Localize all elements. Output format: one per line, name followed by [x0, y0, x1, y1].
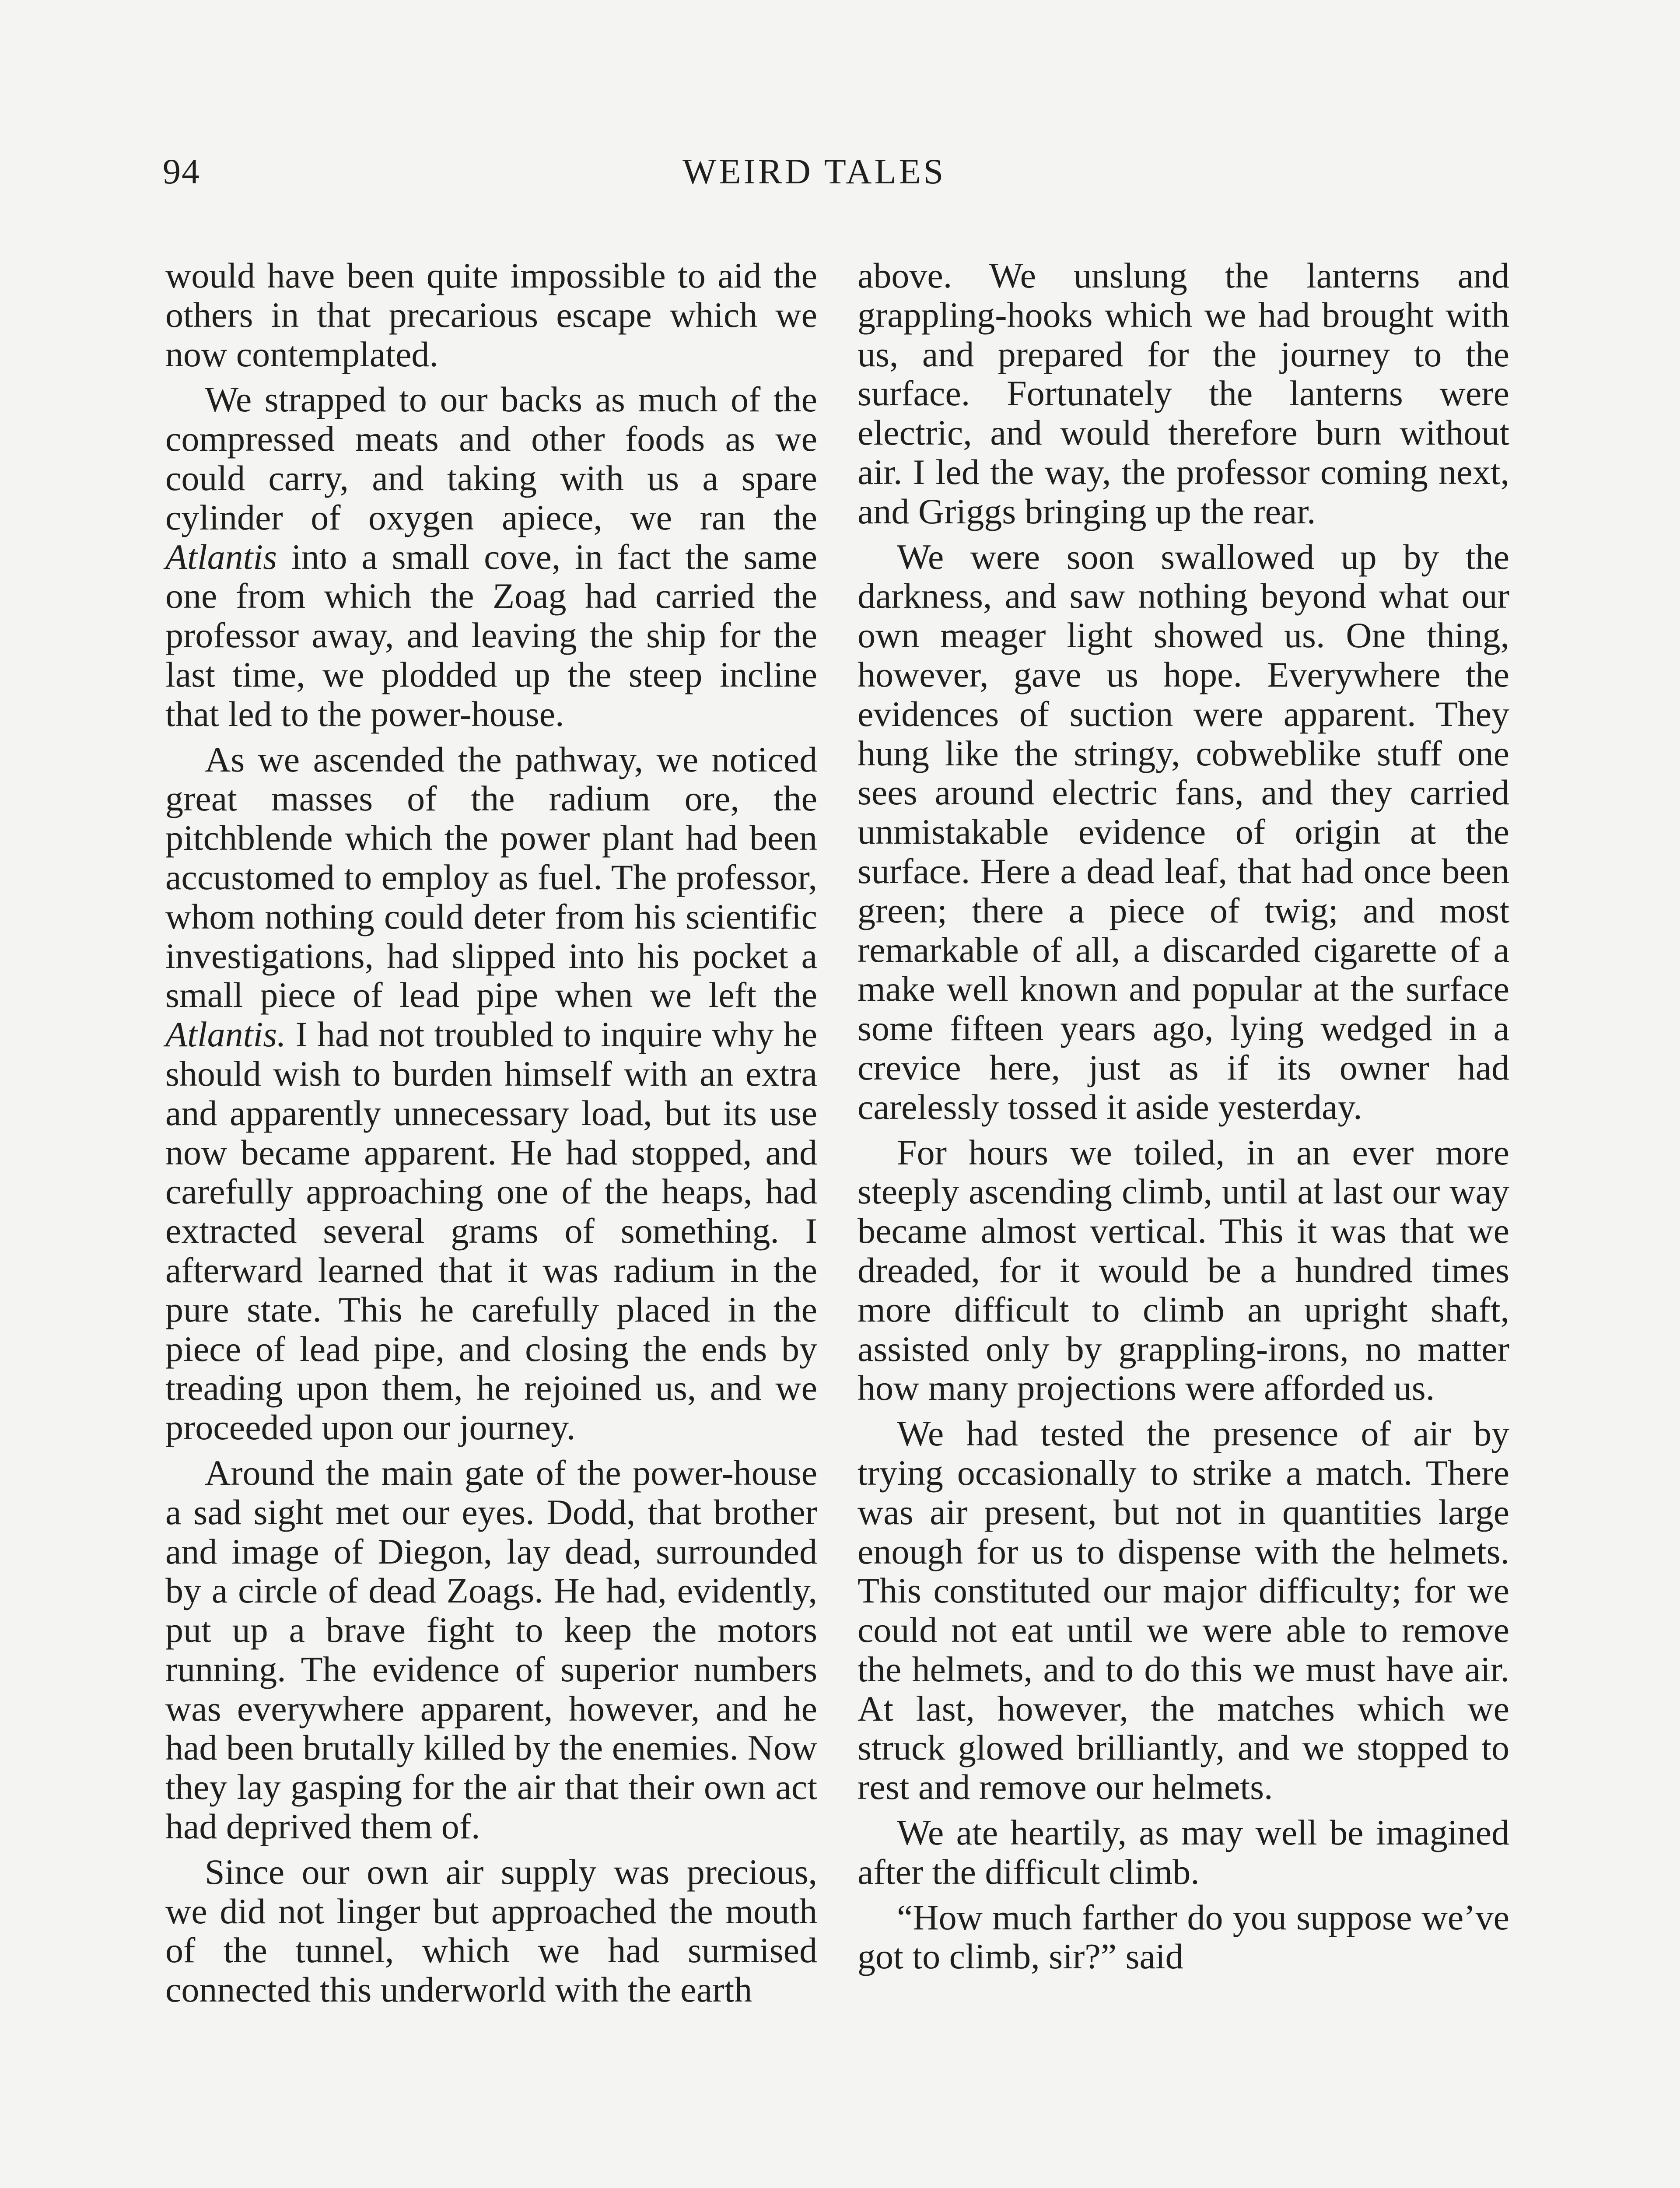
paragraph: above. We unslung the lanterns and grappling-hooks which we had brought with us, and prepared for the journey to the surface. Fortunately the lanterns were electric, and would therefore burn without air. I led the way, the professor coming next, and Griggs bringing up the rear.	[858, 256, 1509, 531]
paragraph: would have been quite impossible to aid the others in that precarious escape which we now contemplated.	[165, 256, 817, 374]
ship-name-italic: Atlantis.	[165, 1014, 286, 1055]
paragraph: We strapped to our backs as much of the compressed meats and other foods as we could carry, and taking with us a spare cylinder of oxygen apiece, we ran the Atlantis into a small cove, in fact the same one from which the Zoag had carried the professor away, and leaving the ship for the last time, we plodded up the steep incline that led to the power-house.	[165, 379, 817, 734]
paragraph: We ate heartily, as may well be imagined after the difficult climb.	[858, 1813, 1509, 1892]
ship-name-italic: Atlantis	[165, 536, 277, 577]
paragraph: We had tested the presence of air by trying occasionally to strike a match. There was air present, but not in quantities large enough for us to dispense with the helmets. This constituted our major difficulty; for we could not eat until we were able to remove the helmets, and to do this we must have air. At last, however, the matches which we struck glowed brilliantly, and we stopped to rest and remove our helmets.	[858, 1413, 1509, 1807]
paragraph: Around the main gate of the power-house a sad sight met our eyes. Dodd, that brother and image of Diegon, lay dead, surrounded by a circle of dead Zoags. He had, evidently, put up a brave fight to keep the motors running. The evidence of superior numbers was everywhere apparent, however, and he had been brutally killed by the enemies. Now they lay gasping for the air that their own act had deprived them of.	[165, 1452, 817, 1847]
left-text-column	[165, 256, 817, 2016]
running-title: WEIRD TALES	[682, 151, 946, 191]
page-header	[0, 151, 1680, 203]
right-text-column	[858, 256, 1509, 1982]
paragraph: Since our own air supply was precious, we did not linger but approached the mouth of the tunnel, which we had surmised connected this underworld with the earth	[165, 1851, 817, 2010]
paragraph: For hours we toiled, in an ever more steeply ascending climb, until at last our way became almost vertical. This it was that we dreaded, for it would be a hundred times more difficult to climb an upright shaft, assisted only by grappling-irons, no matter how many projections were afforded us.	[858, 1132, 1509, 1408]
paragraph: As we ascended the pathway, we noticed great masses of the radium ore, the pitchblende which the power plant had been accustomed to employ as fuel. The professor, whom nothing could deter from his scientific investigations, had slipped into his pocket a small piece of lead pipe when we left the Atlantis. I had not troubled to inquire why he should wish to burden himself with an extra and apparently unnecessary load, but its use now became apparent. He had stopped, and carefully approaching one of the heaps, had extracted several grams of something. I afterward learned that it was radium in the pure state. This he carefully placed in the piece of lead pipe, and closing the ends by treading upon them, he rejoined us, and we proceeded upon our journey.	[165, 739, 817, 1448]
page-number: 94	[163, 151, 200, 191]
paragraph: “How much farther do you suppose we’ve got to climb, sir?” said	[858, 1897, 1509, 1977]
paragraph: We were soon swallowed up by the darkness, and saw nothing beyond what our own meager light showed us. One thing, however, gave us hope. Everywhere the evidences of suction were apparent. They hung like the stringy, cobweblike stuff one sees around electric fans, and they carried unmistakable evidence of origin at the surface. Here a dead leaf, that had once been green; there a piece of twig; and most remarkable of all, a discarded cigarette of a make well known and popular at the surface some fifteen years ago, lying wedged in a crevice here, just as if its owner had carelessly tossed it aside yesterday.	[858, 536, 1509, 1127]
